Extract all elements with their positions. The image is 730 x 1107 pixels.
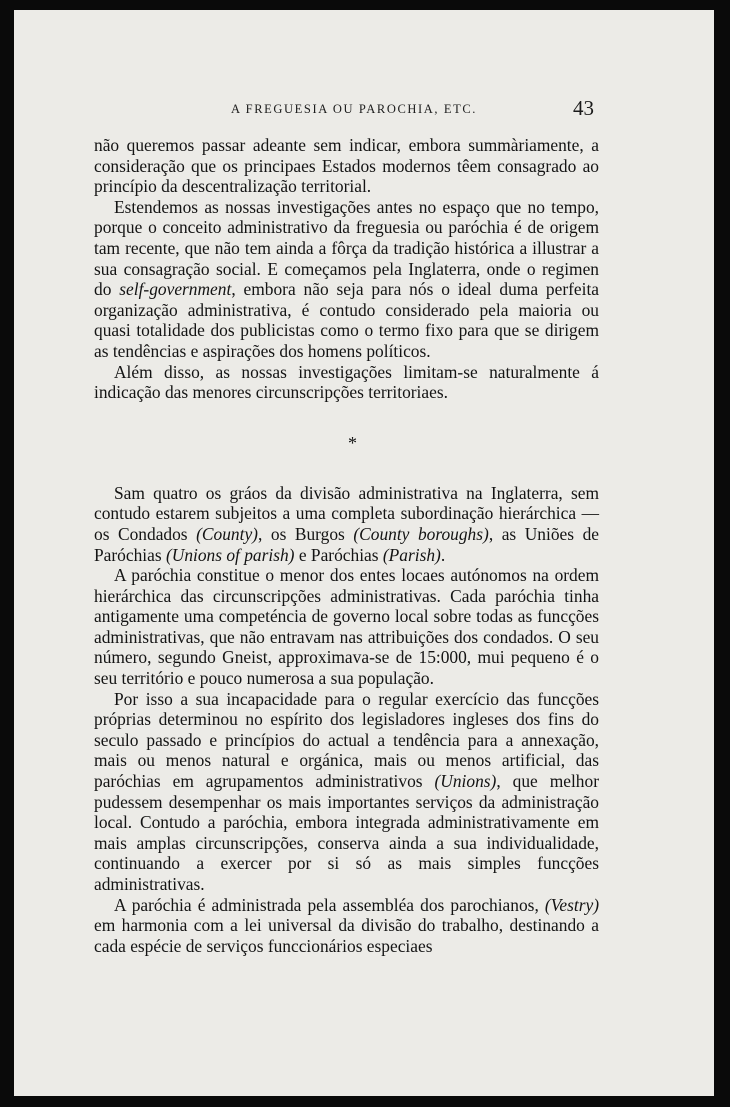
paragraph-continuation: não queremos passar adeante sem indicar, embora summàriamente, a consideração que os principaes Estados modernos têem consagrado ao princípio da descentralização territorial.	[94, 135, 599, 197]
paragraph-text: em harmonia com a lei universal da divisão do trabalho, destinando a cada espécie de serviços funccionários especiaes	[94, 915, 599, 956]
page-number: 43	[573, 96, 594, 120]
paragraph-alem-disso: Além disso, as nossas investigações limitam-se naturalmente á indicação das menores circunscripções territoriaes.	[94, 361, 599, 403]
italic-term: (Vestry)	[544, 894, 599, 915]
paragraph-parochia: A paróchia constitue o menor dos entes locaes autónomos na ordem hierárchica das circunscripções administrativas. Cada paróchia tinha antigamente uma competéncia de governo local sobre todas as funcções administrativas, que não entravam nas attribuições dos condados. O seu número, segundo Gneist, approximava-se de 15:000, mui pequeno é o seu território e pouco numerosa a sua população.	[94, 565, 599, 689]
italic-term: self-government	[119, 279, 232, 300]
book-page	[14, 10, 714, 1096]
paragraph-assemblea	[94, 895, 599, 957]
section-separator: *	[348, 432, 357, 453]
paragraph-text: , as Uniões de Paróchias	[94, 523, 599, 565]
paragraph-text: Por isso a sua incapacidade para o regular exercício das funcções próprias determinou no espírito dos legisladores ingleses dos fins do seculo passado e princípios do actual a tendência para a annexação, mais ou menos natural e orgánica, mais ou menos artificial, das paróchias em agrupamentos administrativos	[94, 688, 599, 792]
paragraph-text: e Paróchias	[294, 544, 383, 565]
paragraph-text: A paróchia é administrada pela assembléa dos parochianos,	[114, 894, 545, 915]
italic-term: (County)	[196, 523, 258, 544]
italic-term: (Unions)	[434, 771, 497, 792]
paragraph-incapacidade	[94, 689, 599, 895]
paragraph-text: , embora não seja para nós o ideal duma perfeita organização administrativa, é contudo considerado pela maioria ou quasi totalidade dos publicistas como o termo fixo para que se dirigem as tendências e aspirações dos homens políticos.	[94, 279, 600, 361]
running-head: A FREGUESIA OU PAROCHIA, ETC.	[231, 102, 477, 116]
page-body	[94, 135, 599, 956]
paragraph-text: .	[440, 544, 446, 565]
italic-term: (County boroughs)	[353, 523, 489, 544]
italic-term: (Parish)	[382, 544, 441, 565]
paragraph-text: , os Burgos	[257, 523, 354, 544]
paragraph-graos	[94, 483, 599, 565]
italic-term: (Unions of parish)	[165, 544, 295, 565]
paragraph-investigacoes	[94, 197, 599, 362]
page-header	[14, 96, 714, 130]
paragraph-text: , que melhor pudessem desempenhar os mais importantes serviços da administração local. Contudo a paróchia, embora integrada administrativamente em mais amplas circunscripções, conserva ainda a sua individualidade, continuando a exercer por si só as mais simples funcções administrativas.	[94, 771, 599, 894]
paragraph-text: Sam quatro os gráos da divisão administrativa na Inglaterra, sem contudo estarem subjeitos a uma completa subordinação hierárchica — os Condados	[94, 482, 599, 544]
paragraph-text: Estendemos as nossas investigações antes no espaço que no tempo, porque o conceito administrativo da freguesia ou paróchia é de origem tam recente, que não tem ainda a fôrça da tradição histórica a illustrar a sua consagração social. E começamos pela Inglaterra, onde o regimen do	[94, 196, 599, 300]
